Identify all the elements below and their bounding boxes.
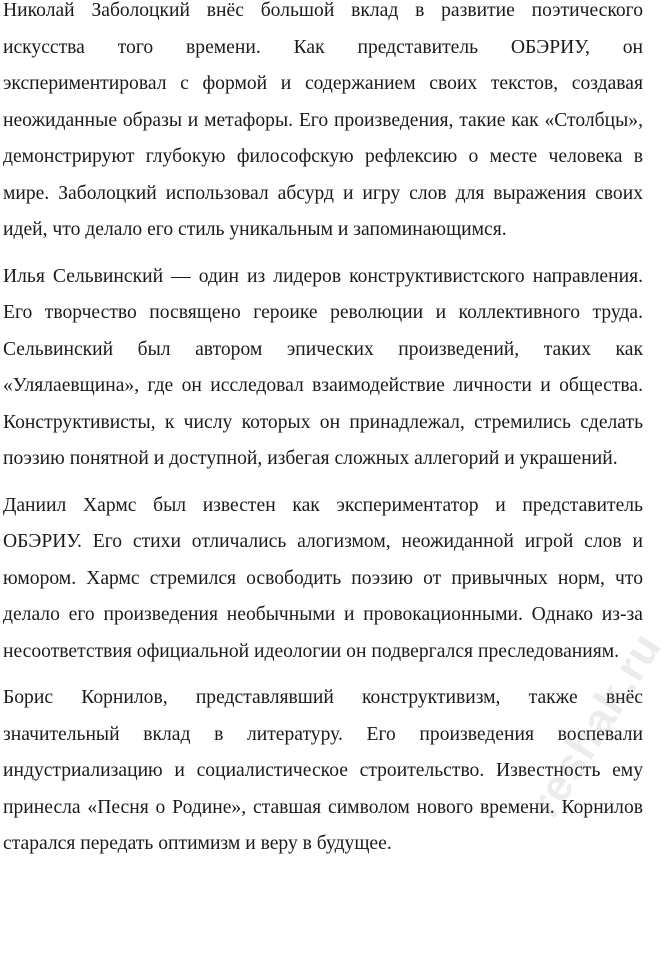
paragraph-kharms: Даниил Хармс был известен как экспериментатор и представитель ОБЭРИУ. Его стихи отличались алогизмом, неожиданной игрой слов и юмором. Хармс стремился освободить поэзию от привычных норм, что делало его произведения необычными и провокационными. Однако из-за несоответствия официальной идеологии он подвергался преследованиям. bbox=[3, 494, 643, 662]
paragraph-zabolotsky: Николай Заболоцкий внёс большой вклад в развитие поэтического искусства того времени. Как представитель ОБЭРИУ, он экспериментировал с формой и содержанием своих текстов, создавая неожиданные образы и метафоры. Его произведения, такие как «Столбцы», демонстрируют глубокую философскую рефлексию о месте человека в мире. Заболоцкий использовал абсурд и игру слов для выражения своих идей, что делало его стиль уникальным и запоминающимся. bbox=[3, 0, 643, 240]
paragraph-selvinsky: Илья Сельвинский — один из лидеров конструктивистского направления. Его творчество посвящено героике революции и коллективного труда. Сельвинский был автором эпических произведений, таких как «Улялаевщина», где он исследовал взаимодействие личности и общества. Конструктивисты, к числу которых он принадлежал, стремились сделать поэзию понятной и доступной, избегая сложных аллегорий и украшений. bbox=[3, 265, 643, 469]
document-page bbox=[3, 0, 643, 873]
watermark: reshak.ru bbox=[520, 624, 672, 826]
paragraph-kornilov: Борис Корнилов, представлявший конструктивизм, также внёс значительный вклад в литературу. Его произведения воспевали индустриализацию и социалистическое строительство. Известность ему принесла «Песня о Родине», ставшая символом нового времени. Корнилов старался передать оптимизм и веру в будущее. bbox=[3, 687, 643, 854]
